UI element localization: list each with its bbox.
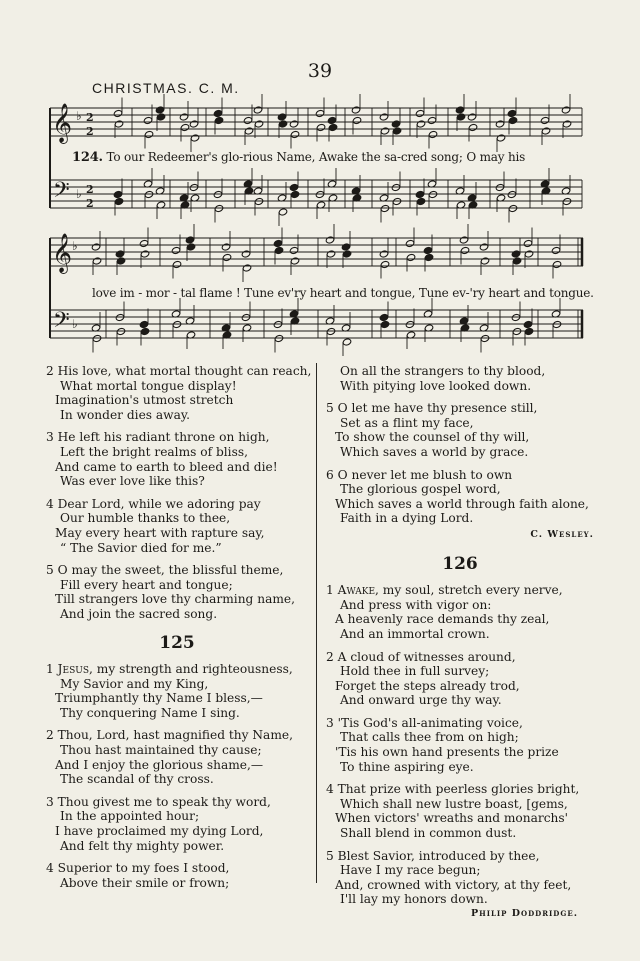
note-head — [156, 113, 166, 121]
stanza-line: On all the strangers to thy blood, — [340, 364, 546, 378]
stanza-line: Have I my race begun; — [340, 863, 481, 878]
stanza — [326, 401, 594, 459]
note-head — [428, 130, 438, 138]
note-head — [480, 334, 490, 342]
note-head — [172, 320, 182, 328]
column-divider — [316, 363, 317, 883]
note-head — [171, 246, 181, 254]
note-head — [274, 334, 284, 342]
note-head — [273, 239, 283, 247]
note-head — [316, 123, 326, 131]
stanza — [46, 728, 308, 786]
stanza-line: And felt thy mighty power. — [60, 838, 225, 853]
hymn-125-stanzas-right — [326, 401, 594, 526]
note-head — [222, 253, 232, 261]
stanza-line: 1 Jesus, my strength and righteousness, — [46, 662, 293, 677]
note-head — [380, 127, 390, 135]
left-column — [46, 364, 312, 898]
svg-text:♭: ♭ — [72, 317, 78, 331]
stanza-line: The glorious gospel word, — [340, 482, 501, 497]
stanza-line: And onward urge thy way. — [340, 693, 502, 708]
note-head — [524, 250, 534, 258]
stanza-line: With pitying love looked down. — [340, 378, 532, 393]
note-head — [495, 183, 505, 191]
note-head — [405, 239, 415, 247]
stanza-line: And, crowned with victory, at thy feet, — [335, 877, 572, 892]
note-head — [114, 197, 124, 205]
stanza-line: That calls thee from on high; — [340, 730, 519, 745]
note-head — [552, 320, 562, 328]
note-head — [242, 264, 252, 272]
note-head — [92, 257, 102, 265]
note-head — [325, 236, 335, 244]
note-head — [139, 320, 149, 328]
stanza-line: May every heart with rapture say, — [55, 525, 265, 540]
note-head — [326, 327, 336, 335]
stanza-line: Above their smile or frown; — [60, 875, 230, 890]
stanza-line: 4 Dear Lord, while we adoring pay — [46, 496, 261, 511]
note-head — [189, 183, 199, 191]
note-head — [561, 106, 571, 114]
note-head — [508, 204, 518, 212]
note-head — [241, 250, 251, 258]
note-head — [456, 113, 466, 121]
stanza-line: 'Tis his own hand presents the prize — [335, 745, 559, 760]
hymn-126-stanzas — [326, 650, 594, 908]
stanza-line: To thine aspiring eye. — [340, 759, 474, 774]
hymn-126-heading: 126 — [442, 553, 478, 574]
stanza-line: Faith in a dying Lord. — [340, 511, 474, 526]
stanza-line: Was ever love like this? — [60, 474, 205, 489]
note-head — [511, 313, 521, 321]
note-head — [405, 320, 415, 328]
stanza-line: The scandal of thy cross. — [60, 772, 214, 787]
note-head — [352, 116, 362, 124]
note-head — [507, 109, 517, 117]
note-head — [143, 116, 153, 124]
barlines — [106, 108, 538, 338]
note-head — [189, 120, 199, 128]
stanza — [326, 583, 594, 641]
hymn-125-heading: 125 — [159, 632, 195, 653]
note-head — [115, 313, 125, 321]
stanza-line: To show the counsel of thy will, — [335, 430, 530, 445]
note-head — [254, 120, 264, 128]
note-head — [523, 239, 533, 247]
note-head — [277, 113, 287, 121]
note-head — [289, 120, 299, 128]
note-head — [273, 320, 283, 328]
note-head — [562, 120, 572, 128]
note-head — [213, 109, 223, 117]
stanza-line: In wonder dies away. — [60, 407, 191, 422]
note-head — [562, 197, 572, 205]
stanza-line: I have proclaimed my dying Lord, — [55, 824, 264, 839]
note-head — [190, 134, 200, 142]
stanza-line: 4 That prize with peerless glories bright, — [326, 782, 580, 797]
stanza — [326, 468, 594, 526]
note-head — [290, 257, 300, 265]
svg-text:2: 2 — [86, 125, 94, 138]
svg-text:𝄞: 𝄞 — [52, 233, 73, 273]
note-head — [379, 313, 389, 321]
music-score — [0, 0, 640, 370]
note-head — [523, 320, 533, 328]
stanza-line: And an immortal crown. — [340, 626, 490, 641]
note-head — [221, 243, 231, 251]
first-word: Awake, — [337, 583, 379, 598]
note-head — [406, 253, 416, 261]
stanza-line: Our humble thanks to thee, — [60, 511, 231, 526]
note-head — [511, 250, 521, 258]
svg-text:𝄢: 𝄢 — [53, 178, 70, 208]
stanza-line: What mortal tongue display! — [60, 378, 237, 393]
note-head — [113, 109, 123, 117]
stanza-line: And press with vigor on: — [340, 597, 492, 612]
note-head — [380, 260, 390, 268]
stanza-line: 5 Blest Savior, introduced by thee, — [326, 848, 540, 863]
note-head — [144, 130, 154, 138]
note-head — [468, 123, 478, 131]
note-head — [116, 257, 126, 265]
stanza-line: Shall blend in common dust. — [340, 826, 517, 841]
note-head — [512, 257, 522, 265]
svg-text:2: 2 — [86, 183, 94, 196]
stanza-line: “ The Savior died for me.” — [60, 540, 222, 555]
stanza-line: Set as a flint my face, — [340, 415, 474, 430]
svg-text:♭: ♭ — [72, 239, 78, 253]
note-head — [214, 204, 224, 212]
stanza-line: When victors' wreaths and monarchs' — [335, 811, 568, 826]
note-head — [415, 109, 425, 117]
note-head — [140, 327, 150, 335]
note-head — [185, 236, 195, 244]
note-head — [392, 127, 402, 135]
note-head — [380, 320, 390, 328]
note-head — [507, 190, 517, 198]
stanza-line: Triumphantly thy Name I bless,— — [55, 691, 263, 706]
note-head — [327, 116, 337, 124]
note-head — [289, 246, 299, 254]
note-head — [114, 120, 124, 128]
note-head — [254, 197, 264, 205]
note-head — [496, 134, 506, 142]
page-number: 39 — [307, 60, 333, 82]
stanza-line: And came to earth to bleed and die! — [55, 459, 278, 474]
stanza — [46, 430, 308, 488]
hymn-124-stanzas — [46, 364, 312, 622]
stanza — [46, 662, 308, 720]
note-head — [380, 204, 390, 212]
hymn-125-stanzas-left — [46, 728, 308, 853]
stanza-line: 2 Thou, Lord, hast magnified thy Name, — [46, 728, 293, 743]
note-head — [379, 113, 389, 121]
stanza-line: Which saves a world through faith alone, — [335, 496, 589, 511]
stanza-line: 3 Thou givest me to speak thy word, — [46, 794, 271, 809]
clefs — [52, 103, 94, 338]
stanza — [326, 782, 594, 840]
note-head — [186, 243, 196, 251]
tune-title: CHRISTMAS. C. M. — [92, 80, 240, 96]
stanza-line: 6 O never let me blush to own — [326, 467, 513, 482]
stanza-line: My Savior and my King, — [60, 676, 209, 691]
svg-text:♭: ♭ — [76, 187, 82, 201]
note-head — [351, 106, 361, 114]
note-head — [243, 116, 253, 124]
note-head — [278, 120, 288, 128]
stanza-line: Thou hast maintained thy cause; — [60, 743, 262, 758]
note-head — [315, 109, 325, 117]
stanza-line: Forget the steps already trod, — [335, 678, 520, 693]
stanza-line: 5 O let me have thy presence still, — [326, 401, 538, 416]
stanza-line: Left the bright realms of bliss, — [60, 444, 248, 459]
note-head — [459, 236, 469, 244]
stanza-line: 3 'Tis God's all-animating voice, — [326, 715, 523, 730]
stanza-line: Which shall new lustre boast, [gems, — [340, 796, 568, 811]
note-head — [551, 246, 561, 254]
stanza — [46, 861, 308, 890]
stanza-line: Till strangers love thy charming name, — [55, 592, 295, 607]
note-head — [92, 334, 102, 342]
note-head — [144, 190, 154, 198]
svg-text:2: 2 — [86, 111, 94, 124]
note-head — [480, 257, 490, 265]
stanza — [326, 716, 594, 774]
note-head — [140, 250, 150, 258]
svg-text:𝄢: 𝄢 — [53, 308, 70, 338]
note-head — [512, 327, 522, 335]
note-head — [524, 327, 534, 335]
note-head — [479, 243, 489, 251]
note-head — [379, 250, 389, 258]
stanza-line: 1 Awake, my soul, stretch every nerve, — [326, 583, 563, 598]
note-head — [180, 123, 190, 131]
note-head — [423, 246, 433, 254]
lyric-text-1: To our Redeemer's glo-rious Name, Awake the sa-cred song; O may his — [106, 150, 526, 164]
note-head — [155, 106, 165, 114]
note-head — [342, 338, 352, 346]
note-head — [113, 190, 123, 198]
note-head — [427, 116, 437, 124]
stanza-line: Imagination's utmost stretch — [55, 393, 234, 408]
stanza — [46, 497, 308, 555]
note-head — [290, 130, 300, 138]
stanza — [326, 364, 594, 393]
stanza — [326, 849, 594, 907]
note-head — [424, 253, 434, 261]
note-head — [328, 123, 338, 131]
author-doddridge: Philip Doddridge. — [470, 908, 578, 919]
note-head — [416, 197, 426, 205]
stanza-line: I'll lay my honors down. — [340, 892, 488, 907]
note-head — [416, 120, 426, 128]
note-head — [278, 208, 288, 216]
svg-text:𝄞: 𝄞 — [52, 103, 73, 143]
stanza-line: Thy conquering Name I sing. — [60, 705, 240, 720]
stanza — [46, 795, 308, 853]
svg-text:2: 2 — [86, 197, 94, 210]
stanza-line: Fill every heart and tongue; — [60, 577, 233, 592]
stanza — [326, 650, 594, 708]
stanza-line: And join the sacred song. — [60, 606, 218, 621]
note-head — [139, 239, 149, 247]
stanza-line: In the appointed hour; — [60, 809, 200, 824]
stanza — [46, 364, 312, 422]
stanza — [46, 563, 308, 621]
stanza-line: A heavenly race demands thy zeal, — [335, 612, 550, 627]
note-head — [552, 260, 562, 268]
lyric-line-2: love im - mor - tal flame ! Tune ev'ry heart and tongue, Tune ev-'ry heart and tongue. — [92, 286, 594, 300]
stanza-line: Which saves a world by grace. — [340, 444, 529, 459]
note-head — [214, 116, 224, 124]
note-head — [508, 116, 518, 124]
stanza-line: 3 He left his radiant throne on high, — [46, 430, 270, 445]
note-head — [172, 260, 182, 268]
author-wesley: C. Wesley. — [530, 528, 594, 540]
note-head — [315, 190, 325, 198]
hymn-number-124: 124. — [72, 150, 103, 165]
note-head — [253, 106, 263, 114]
note-head — [115, 250, 125, 258]
note-head — [541, 127, 551, 135]
note-head — [289, 183, 299, 191]
note-head — [341, 243, 351, 251]
stanza-line: 2 A cloud of witnesses around, — [326, 649, 516, 664]
note-head — [179, 113, 189, 121]
note-head — [392, 197, 402, 205]
note-head — [91, 243, 101, 251]
note-head — [415, 190, 425, 198]
note-head — [244, 127, 254, 135]
stanza-line: 5 O may the sweet, the blissful theme, — [46, 563, 284, 578]
stanza-line: 2 His love, what mortal thought can reach, — [46, 364, 312, 378]
right-column — [326, 364, 594, 922]
note-head — [391, 120, 401, 128]
note-head — [467, 113, 477, 121]
note-head — [391, 183, 401, 191]
note-head — [460, 246, 470, 254]
stanza-line: Hold thee in full survey; — [340, 664, 490, 679]
stanza-line: And I enjoy the glorious shame,— — [55, 757, 264, 772]
note-head — [274, 246, 284, 254]
note-head — [342, 250, 352, 258]
note-head — [495, 120, 505, 128]
note-head — [455, 106, 465, 114]
first-word: Jesus, — [57, 662, 93, 677]
note-head — [241, 313, 251, 321]
note-head — [540, 116, 550, 124]
note-head — [428, 190, 438, 198]
lyric-line-1 — [72, 150, 525, 165]
stanza-line: 4 Superior to my foes I stood, — [46, 861, 230, 876]
note-head — [213, 190, 223, 198]
note-head — [290, 190, 300, 198]
note-head — [326, 250, 336, 258]
svg-text:♭: ♭ — [76, 109, 82, 123]
note-head — [116, 327, 126, 335]
